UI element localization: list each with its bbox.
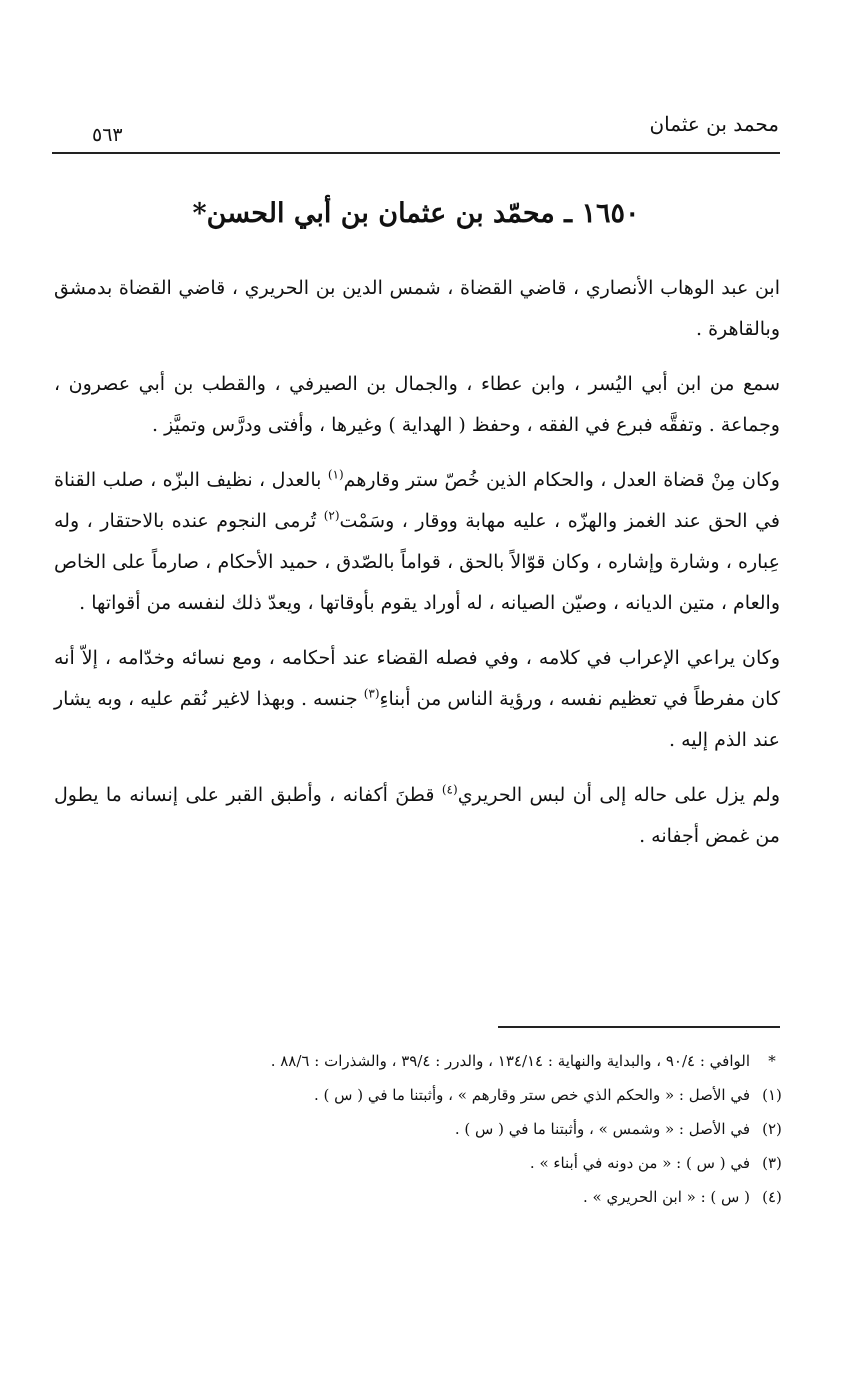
footnote-ref-1[interactable]: (١) (327, 467, 344, 482)
footnotes (54, 1044, 794, 1214)
footnote-text: ( س ) : « ابن الحريري » . (583, 1188, 750, 1206)
running-header-title: محمد بن عثمان (649, 112, 779, 136)
footnote-mark: (٣) (762, 1154, 782, 1172)
footnote-3 (54, 1146, 794, 1180)
paragraph-3-part-2: بالعدل ، نظيف البزّه ، صلب القناة في الحق عند الغمز والهزّه ، عليه مهابة ووقار ، وسَمْت (54, 469, 780, 532)
paragraph-4-part-2: جنسه . وبهذا لاغير نُقم عليه ، وبه يشار عند الذم إليه . (54, 688, 780, 751)
footnote-divider (498, 1026, 780, 1028)
page-number: ٥٦٣ (92, 124, 123, 146)
footnote-text: في الأصل : « والحكم الذي خص ستر وقارهم » ، وأثبتنا ما في ( س ) . (313, 1086, 750, 1104)
footnote-text: في ( س ) : « من دونه في أبناء » . (529, 1154, 750, 1172)
paragraph-3-part-3: تُرمى النجوم عنده بالاحتقار ، وله عِباره ، وشارة وإشاره ، وكان قوّالاً بالحق ، قواماً بالصّدق ، حميد الأحكام ، صارماً على الخاص والعام ، متين الديانه ، وصيّن الصيانه ، له أوراد يقوم بأوقاتها ، ويعدّ ذلك لنفسه من أقواتها . (54, 510, 780, 614)
paragraph-5-part-2: قطنَ أكفانه ، وأطبق القبر على إنسانه ما يطول من غمض أجفانه . (54, 784, 780, 847)
header-divider (52, 152, 780, 154)
footnote-source (54, 1044, 794, 1078)
footnote-mark: (١) (762, 1086, 782, 1104)
footnote-4 (54, 1180, 794, 1214)
footnote-ref-2[interactable]: (٢) (323, 508, 340, 523)
paragraph-1: ابن عبد الوهاب الأنصاري ، قاضي القضاة ، شمس الدين بن الحريري ، قاضي القضاة بدمشق وبالقاهرة . (54, 277, 780, 340)
footnote-2 (54, 1112, 794, 1146)
footnote-text: الوافي : ٩٠/٤ ، والبداية والنهاية : ١٣٤/١٤ ، والدرر : ٣٩/٤ ، والشذرات : ٨٨/٦ . (270, 1052, 750, 1070)
entry-title: ١٦٥٠ ـ محمّد بن عثمان بن أبي الحسن* (192, 198, 640, 229)
footnote-1 (54, 1078, 794, 1112)
paragraph-3-part-1: وكان مِنْ قضاة العدل ، والحكام الذين خُصّ ستر وقارهم (343, 469, 780, 491)
footnote-text: في الأصل : « وشمس » ، وأثبتنا ما في ( س ) . (454, 1120, 750, 1138)
footnote-ref-4[interactable]: (٤) (441, 782, 458, 797)
footnote-mark: (٢) (762, 1120, 782, 1138)
paragraph-5-part-1: ولم يزل على حاله إلى أن لبس الحريري (457, 784, 781, 806)
paragraph-2: سمع من ابن أبي اليُسر ، وابن عطاء ، والجمال بن الصيرفي ، والقطب بن أبي عصرون ، وجماعة . وتفقَّه فبرع في الفقه ، وحفظ ( الهداية ) وغيرها ، وأفتى ودرَّس وتميَّز . (54, 373, 780, 436)
footnote-mark: * (768, 1052, 776, 1070)
footnote-ref-3[interactable]: (٣) (363, 686, 380, 701)
paragraph-3 (54, 460, 780, 624)
paragraph-4 (54, 638, 780, 761)
paragraph-4-part-1: وكان يراعي الإعراب في كلامه ، وفي فصله القضاء عند أحكامه ، ومع نسائه وخدّامه ، إلاّ أنه كان مفرطاً في تعظيم نفسه ، ورؤية الناس من أبناءِ (54, 647, 780, 710)
footnote-mark: (٤) (762, 1188, 782, 1206)
paragraph-5 (54, 775, 780, 857)
entry-body (54, 268, 780, 857)
